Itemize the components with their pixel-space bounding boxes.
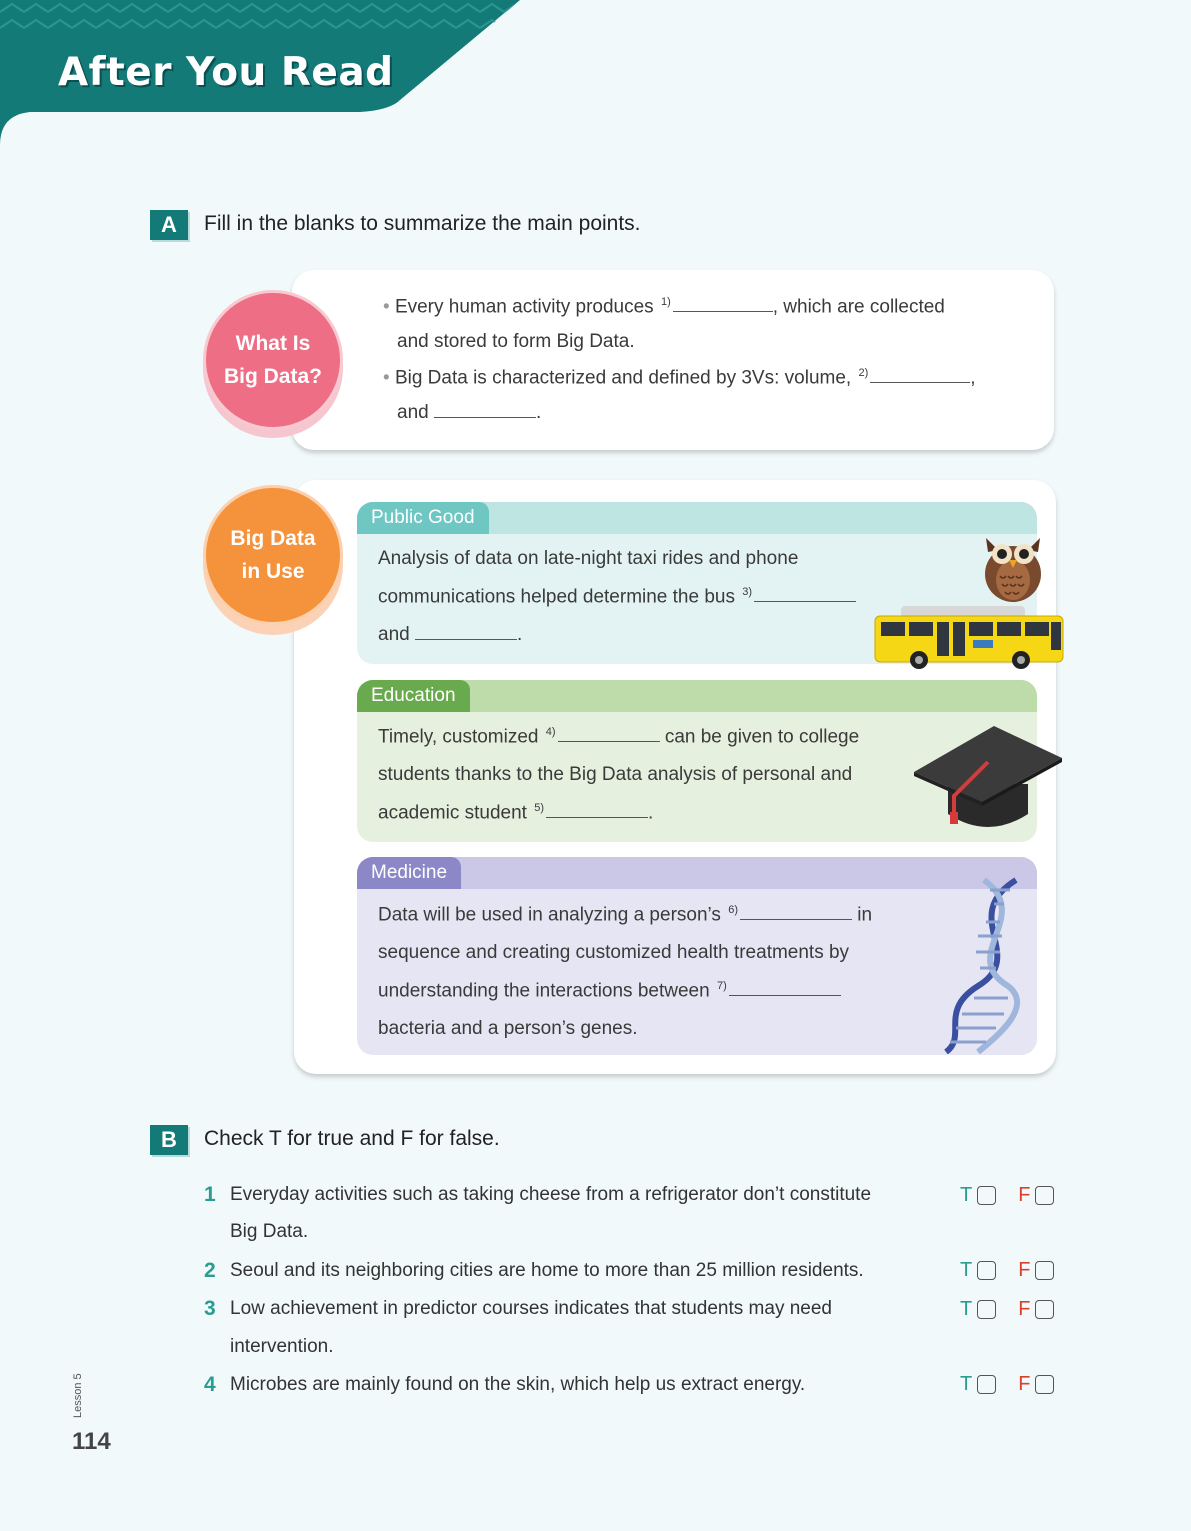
section-a-instruction: Fill in the blanks to summarize the main points. [204, 212, 641, 235]
true-checkbox[interactable] [977, 1300, 996, 1319]
in-use-circle-line1: Big Data [230, 527, 316, 550]
section-b-badge: B [150, 1125, 188, 1155]
bullet-2-text: Big Data is characterized and defined by 3Vs: volume, [394, 367, 852, 389]
education-text-c: academic student [378, 802, 527, 824]
question-text: Low achievement in predictor courses indicates that students may need [230, 1298, 832, 1319]
dna-icon [938, 876, 1034, 1054]
blank-5[interactable] [546, 817, 648, 818]
question-number: 4 [204, 1373, 216, 1396]
public-good-tab: Public Good [357, 502, 489, 534]
in-use-circle [203, 485, 343, 625]
false-label: F [1018, 1373, 1031, 1395]
blank-number-3: 3) [742, 586, 753, 598]
medicine-text-c: understanding the interactions between [378, 980, 710, 1002]
public-good-period: . [516, 624, 523, 645]
what-is-bullet-1-cont: and stored to form Big Data. [397, 331, 635, 352]
public-good-text: communications helped determine the bus [378, 586, 735, 608]
medicine-line-4: bacteria and a person’s genes. [378, 1018, 638, 1039]
blank-2a[interactable] [870, 382, 970, 383]
education-period: . [647, 802, 654, 824]
question-text: Microbes are mainly found on the skin, which help us extract energy. [230, 1374, 806, 1395]
bullet-1-text-b: , which are collected [772, 296, 945, 318]
education-tab: Education [357, 680, 470, 712]
what-is-bullet-1: • Every human activity produces $^{1)}$ , which are collected [383, 296, 945, 318]
false-checkbox[interactable] [1035, 1375, 1054, 1394]
blank-number-4: 4) [545, 726, 556, 738]
lesson-label: Lesson 5 [72, 1373, 84, 1418]
true-checkbox[interactable] [977, 1186, 996, 1205]
true-false-group [960, 1184, 1054, 1207]
blank-number-5: 5) [534, 802, 544, 814]
bullet-1-text: Every human activity produces [394, 296, 654, 318]
false-checkbox[interactable] [1035, 1186, 1054, 1205]
false-checkbox[interactable] [1035, 1261, 1054, 1280]
section-b-instruction: Check T for true and F for false. [204, 1127, 500, 1150]
education-text-a: Timely, customized [378, 726, 539, 748]
medicine-tab: Medicine [357, 857, 461, 889]
education-line-1 [378, 726, 859, 748]
page-title: After You Read [58, 50, 394, 95]
section-a-badge: A [150, 210, 188, 240]
question-text: Everyday activities such as taking cheese from a refrigerator don’t constitute [230, 1184, 872, 1205]
blank-number-2: 2) [858, 367, 869, 379]
bullet-2-period: . [535, 402, 542, 423]
medicine-text-b: in [857, 904, 873, 926]
blank-number-7: 7) [716, 980, 727, 992]
medicine-line-2: sequence and creating customized health treatments by [378, 942, 850, 963]
false-checkbox[interactable] [1035, 1300, 1054, 1319]
what-is-bullet-2: • Big Data is characterized and defined by 3Vs: volume, $^{2)}$ , [383, 367, 976, 389]
medicine-line-1 [378, 904, 872, 926]
what-is-circle [203, 290, 343, 430]
graduation-cap-icon [912, 722, 1064, 836]
true-false-group [960, 1259, 1054, 1282]
public-good-and: and [378, 624, 410, 645]
medicine-text-a: Data will be used in analyzing a person’s [378, 904, 721, 926]
question-text-cont: intervention. [230, 1336, 334, 1357]
public-good-line-2 [378, 586, 856, 608]
blank-3b[interactable] [415, 639, 517, 640]
public-good-line-3 [378, 624, 522, 646]
question-text: Seoul and its neighboring cities are home to more than 25 million residents. [230, 1260, 864, 1281]
true-label: T [960, 1259, 973, 1281]
true-label: T [960, 1184, 973, 1206]
true-false-group [960, 1298, 1054, 1321]
bullet-2-and: and [397, 402, 429, 423]
blank-number-1: 1) [660, 296, 671, 308]
blank-4[interactable] [558, 741, 660, 742]
true-false-group [960, 1373, 1054, 1396]
question-number: 1 [204, 1183, 216, 1206]
what-is-circle-line1: What Is [235, 332, 311, 355]
true-label: T [960, 1298, 973, 1320]
blank-number-6: 6) [728, 904, 738, 916]
education-line-2: students thanks to the Big Data analysis of personal and [378, 764, 853, 785]
bullet-2-text-b: , [970, 367, 976, 389]
false-label: F [1018, 1184, 1031, 1206]
true-checkbox[interactable] [977, 1375, 996, 1394]
blank-7[interactable] [729, 995, 841, 996]
blank-6[interactable] [740, 919, 852, 920]
public-good-line-1: Analysis of data on late-night taxi rides and phone [378, 548, 799, 569]
medicine-line-3 [378, 980, 841, 1002]
in-use-circle-line2: in Use [241, 560, 305, 583]
false-label: F [1018, 1298, 1031, 1320]
question-number: 3 [204, 1297, 216, 1320]
blank-2b[interactable] [434, 417, 536, 418]
education-text-b: can be given to college [664, 726, 860, 748]
blank-3a[interactable] [754, 601, 856, 602]
page-number: 114 [72, 1428, 111, 1455]
blank-1[interactable] [673, 311, 773, 312]
what-is-bullet-2-cont [397, 402, 541, 424]
what-is-circle-line2: Big Data? [223, 365, 322, 388]
true-label: T [960, 1373, 973, 1395]
education-line-3 [378, 802, 653, 824]
bus-icon [873, 604, 1065, 672]
true-checkbox[interactable] [977, 1261, 996, 1280]
false-label: F [1018, 1259, 1031, 1281]
owl-icon [980, 528, 1046, 604]
question-number: 2 [204, 1259, 216, 1282]
question-text-cont: Big Data. [230, 1221, 309, 1242]
